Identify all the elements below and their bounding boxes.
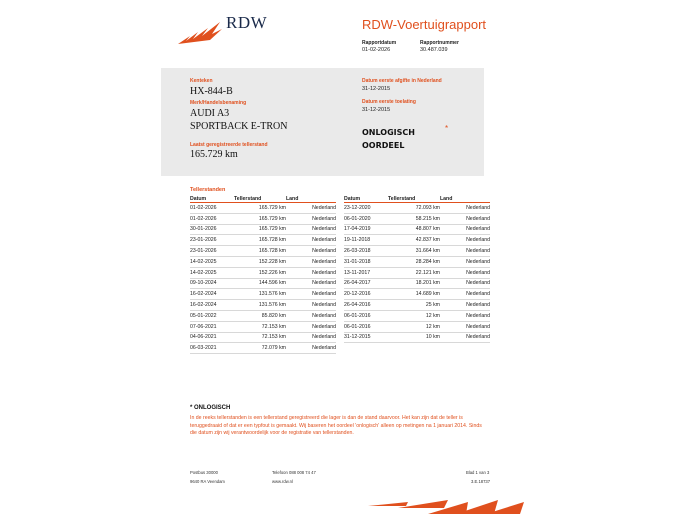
table-row (190, 278, 336, 289)
cell-country: Nederland (440, 203, 490, 214)
cell-date: 17-04-2019 (344, 224, 388, 235)
table-row (344, 246, 490, 257)
cell-date: 31-12-2015 (344, 332, 388, 343)
cell-reading: 10 km (388, 332, 440, 343)
cell-country: Nederland (286, 256, 336, 267)
footer-web: www.rdw.nl (272, 479, 293, 484)
license-plate: HX-844-B (190, 86, 233, 97)
cell-country: Nederland (286, 246, 336, 257)
vehicle-make: AUDI A3 (190, 108, 230, 119)
cell-date: 04-06-2021 (190, 332, 234, 343)
cell-country: Nederland (286, 343, 336, 354)
cell-reading: 72.093 km (388, 203, 440, 214)
cell-reading: 72.153 km (234, 321, 286, 332)
table-row (190, 267, 336, 278)
col-reading: Tellerstand (388, 195, 440, 203)
table-row (344, 203, 490, 214)
table-row (190, 213, 336, 224)
cell-reading: 12 km (388, 321, 440, 332)
cell-country: Nederland (286, 300, 336, 311)
cell-country: Nederland (286, 310, 336, 321)
cell-date: 13-11-2017 (344, 267, 388, 278)
cell-date: 16-02-2024 (190, 289, 234, 300)
cell-reading: 18.201 km (388, 278, 440, 289)
verdict-marker: * (445, 124, 449, 133)
cell-date: 19-11-2018 (344, 235, 388, 246)
table-row (344, 267, 490, 278)
odometer-section-title: Tellerstanden (190, 187, 226, 193)
cell-reading: 72.153 km (234, 332, 286, 343)
cell-date: 06-01-2020 (344, 213, 388, 224)
table-row (344, 321, 490, 332)
cell-country: Nederland (440, 289, 490, 300)
verdict-line1: ONLOGISCH (362, 128, 415, 137)
table-row (190, 224, 336, 235)
first-registration-date: 31-12-2015 (362, 107, 391, 113)
cell-country: Nederland (286, 332, 336, 343)
cell-country: Nederland (286, 267, 336, 278)
plate-label: Kenteken (190, 78, 213, 84)
cell-country: Nederland (440, 321, 490, 332)
table-row (190, 321, 336, 332)
cell-date: 23-01-2026 (190, 246, 234, 257)
cell-country: Nederland (286, 213, 336, 224)
cell-date: 06-01-2016 (344, 310, 388, 321)
cell-date: 23-01-2026 (190, 235, 234, 246)
cell-reading: 28.284 km (388, 256, 440, 267)
cell-date: 26-03-2018 (344, 246, 388, 257)
table-row (190, 332, 336, 343)
table-row (190, 256, 336, 267)
cell-date: 01-02-2026 (190, 203, 234, 214)
col-date: Datum (190, 195, 234, 203)
rdw-logo-icon (176, 18, 228, 46)
table-row (344, 310, 490, 321)
cell-reading: 165.729 km (234, 224, 286, 235)
cell-reading: 152.228 km (234, 256, 286, 267)
cell-country: Nederland (440, 224, 490, 235)
make-label: Merk/Handelsbenaming (190, 100, 247, 106)
cell-country: Nederland (286, 321, 336, 332)
table-row (190, 246, 336, 257)
cell-country: Nederland (440, 213, 490, 224)
table-row (344, 300, 490, 311)
cell-reading: 72.079 km (234, 343, 286, 354)
footer-page: Blad 1 van 3 (466, 470, 490, 475)
cell-country: Nederland (440, 246, 490, 257)
cell-country: Nederland (440, 235, 490, 246)
table-row (190, 289, 336, 300)
report-number-label: Rapportnummer (420, 40, 459, 46)
cell-reading: 12 km (388, 310, 440, 321)
cell-country: Nederland (440, 300, 490, 311)
cell-date: 26-04-2017 (344, 278, 388, 289)
cell-reading: 131.576 km (234, 289, 286, 300)
footer-phone: Telefoon 088 008 74 47 (272, 470, 316, 475)
footer-address1: Postbus 30000 (190, 470, 218, 475)
col-date: Datum (344, 195, 388, 203)
cell-reading: 22.121 km (388, 267, 440, 278)
odometer-table-left (190, 195, 336, 354)
cell-reading: 14.689 km (388, 289, 440, 300)
cell-date: 05-01-2022 (190, 310, 234, 321)
cell-date: 09-10-2024 (190, 278, 234, 289)
cell-date: 26-04-2016 (344, 300, 388, 311)
cell-date: 23-12-2020 (344, 203, 388, 214)
table-row (344, 224, 490, 235)
rdw-logo (176, 18, 228, 46)
footer-address2: 9640 RA Veendam (190, 479, 225, 484)
table-row (344, 235, 490, 246)
cell-date: 30-01-2026 (190, 224, 234, 235)
table-row (190, 300, 336, 311)
table-row (344, 332, 490, 343)
table-row (190, 203, 336, 214)
cell-date: 06-03-2021 (190, 343, 234, 354)
cell-country: Nederland (440, 278, 490, 289)
cell-country: Nederland (440, 332, 490, 343)
cell-country: Nederland (286, 278, 336, 289)
report-date: 01-02-2026 (362, 47, 391, 53)
cell-country: Nederland (286, 235, 336, 246)
cell-reading: 165.729 km (234, 203, 286, 214)
table-row (190, 310, 336, 321)
cell-reading: 31.664 km (388, 246, 440, 257)
cell-reading: 152.226 km (234, 267, 286, 278)
cell-date: 06-01-2016 (344, 321, 388, 332)
decorative-stripes (368, 498, 528, 514)
cell-country: Nederland (286, 289, 336, 300)
table-row (344, 278, 490, 289)
cell-reading: 165.728 km (234, 246, 286, 257)
table-row (190, 235, 336, 246)
cell-reading: 42.837 km (388, 235, 440, 246)
col-reading: Tellerstand (234, 195, 286, 203)
cell-reading: 165.729 km (234, 213, 286, 224)
cell-date: 01-02-2026 (190, 213, 234, 224)
report-date-label: Rapportdatum (362, 40, 397, 46)
cell-country: Nederland (286, 203, 336, 214)
last-odometer: 165.729 km (190, 149, 238, 160)
cell-reading: 25 km (388, 300, 440, 311)
table-row (344, 289, 490, 300)
note-text: In de reeks tellerstanden is een tellerstand geregistreerd die lager is dan de stand daarvoor. Het kan zijn dat de teller is teruggedraaid of dat er een typfout is gemaakt. Wij baseren het oordeel 'onlogisch' alleen op metingen na 1 januari 2014. Sinds die datum zijn wij verantwoordelijk voor de registratie van tellerstanden. (190, 415, 482, 436)
cell-reading: 131.576 km (234, 300, 286, 311)
cell-country: Nederland (440, 256, 490, 267)
verdict-line2: OORDEEL (362, 141, 405, 150)
footer-code: 3.E.18737 (471, 479, 491, 484)
cell-reading: 48.807 km (388, 224, 440, 235)
vehicle-model: SPORTBACK E-TRON (190, 121, 288, 132)
table-header-row (190, 195, 336, 203)
cell-date: 31-01-2018 (344, 256, 388, 267)
note-title: * ONLOGISCH (190, 405, 231, 411)
table-row (344, 213, 490, 224)
cell-reading: 144.596 km (234, 278, 286, 289)
col-country: Land (286, 195, 336, 203)
stripes-icon (368, 498, 528, 514)
first-admission-date: 31-12-2015 (362, 86, 391, 92)
cell-country: Nederland (286, 224, 336, 235)
col-country: Land (440, 195, 490, 203)
table-row (190, 343, 336, 354)
cell-reading: 85.820 km (234, 310, 286, 321)
table-row (344, 256, 490, 267)
cell-date: 07-06-2021 (190, 321, 234, 332)
cell-date: 16-02-2024 (190, 300, 234, 311)
odometer-table-right (344, 195, 490, 343)
report-title: RDW-Voertuigrapport (362, 17, 487, 32)
cell-country: Nederland (440, 267, 490, 278)
cell-date: 20-12-2016 (344, 289, 388, 300)
cell-reading: 58.215 km (388, 213, 440, 224)
first-admission-label: Datum eerste afgifte in Nederland (362, 78, 442, 84)
verdict (362, 126, 415, 152)
logo-text: RDW (226, 13, 268, 32)
last-odometer-label: Laatst geregistreerde tellerstand (190, 142, 268, 148)
cell-date: 14-02-2025 (190, 267, 234, 278)
cell-reading: 165.728 km (234, 235, 286, 246)
cell-country: Nederland (440, 310, 490, 321)
cell-date: 14-02-2025 (190, 256, 234, 267)
first-registration-label: Datum eerste toelating (362, 99, 416, 105)
report-number: 30.487.039 (420, 47, 448, 53)
table-header-row (344, 195, 490, 203)
